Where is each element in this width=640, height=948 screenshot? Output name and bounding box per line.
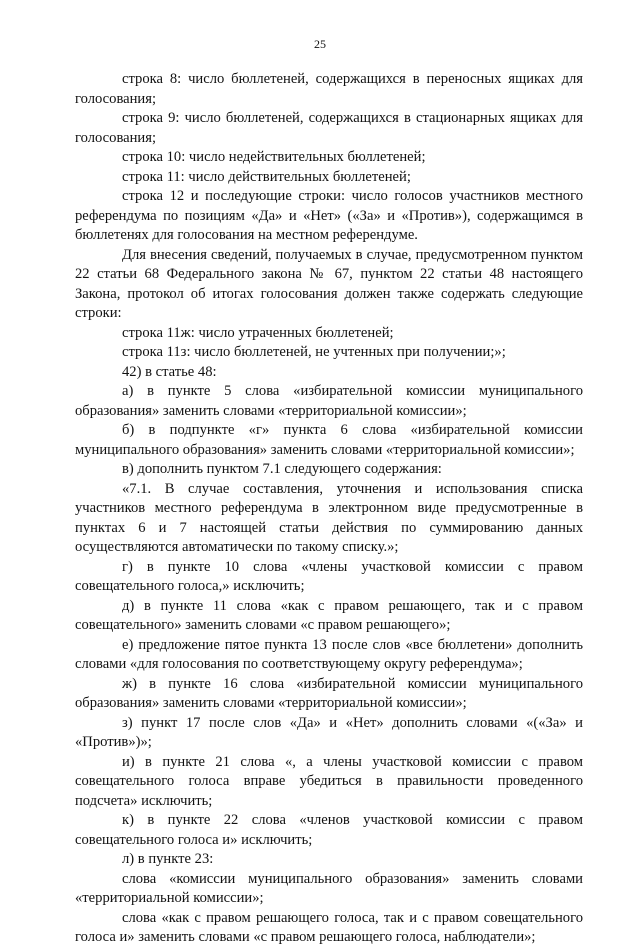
paragraph: строка 12 и последующие строки: число голосов участников местного референдума по позициям «Да» и «Нет» («За» и «Против»), содержащимся в бюллетенях для голосования на местном референдуме. — [75, 188, 583, 243]
paragraph: строка 11з: число бюллетеней, не учтенных при получении;»; — [122, 344, 506, 360]
paragraph: строка 8: число бюллетеней, содержащихся в переносных ящиках для голосования; — [75, 71, 583, 107]
paragraph: з) пункт 17 после слов «Да» и «Нет» дополнить словами «(«За» и «Против»)»; — [75, 714, 583, 750]
paragraph: слова «как с правом решающего голоса, так и с правом совещательного голоса и» заменить словами «с правом решающего голоса, наблюдатели»; — [75, 909, 583, 945]
paragraph: слова «комиссии муниципального образования» заменить словами «территориальной комиссии»; — [75, 870, 583, 906]
paragraph: д) в пункте 11 слова «как с правом решающего, так и с правом совещательного» заменить словами «с правом решающего»; — [75, 597, 583, 633]
paragraph: и) в пункте 21 слова «, а члены участковой комиссии с правом совещательного голоса вправе убедиться в правильности проведенного подсчета» исключить; — [75, 753, 583, 809]
paragraph: «7.1. В случае составления, уточнения и использования списка участников местного референдума в электронном виде предусмотренные в пунктах 6 и 7 настоящей статьи действия по суммированию данных осуществляются автоматически по такому списку.»; — [75, 480, 583, 555]
paragraph: 42) в статье 48: — [122, 363, 217, 380]
paragraph: в) дополнить пунктом 7.1 следующего содержания: — [122, 461, 442, 477]
paragraph: л) в пункте 23: — [122, 851, 214, 867]
paragraph: б) в подпункте «г» пункта 6 слова «избирательной комиссии муниципального образования» заменить словами «территориальной комиссии»; — [75, 422, 583, 458]
page-number: 25 — [314, 37, 326, 51]
document-body — [75, 70, 583, 948]
paragraph: е) предложение пятое пункта 13 после слов «все бюллетени» дополнить словами «для голосования по соответствующему округу референдума»; — [75, 636, 583, 672]
paragraph: строка 11ж: число утраченных бюллетеней; — [122, 324, 394, 341]
paragraph: Для внесения сведений, получаемых в случае, предусмотренном пунктом 22 статьи 68 Федерального закона № 67, пунктом 22 статьи 48 настоящего Закона, протокол об итогах голосования должен также содержать следующие строки: — [75, 246, 583, 321]
paragraph: к) в пункте 22 слова «членов участковой комиссии с правом совещательного голоса и» исключить; — [75, 812, 583, 848]
paragraph: строка 11: число действительных бюллетеней; — [122, 168, 411, 185]
paragraph: строка 9: число бюллетеней, содержащихся в стационарных ящиках для голосования; — [75, 110, 583, 146]
paragraph: строка 10: число недействительных бюллетеней; — [122, 149, 426, 165]
paragraph: ж) в пункте 16 слова «избирательной комиссии муниципального образования» заменить словами «территориальной комиссии»; — [75, 675, 583, 711]
paragraph: а) в пункте 5 слова «избирательной комиссии муниципального образования» заменить словами «территориальной комиссии»; — [75, 383, 583, 419]
paragraph: г) в пункте 10 слова «члены участковой комиссии с правом совещательного голоса,» исключить; — [75, 558, 583, 594]
